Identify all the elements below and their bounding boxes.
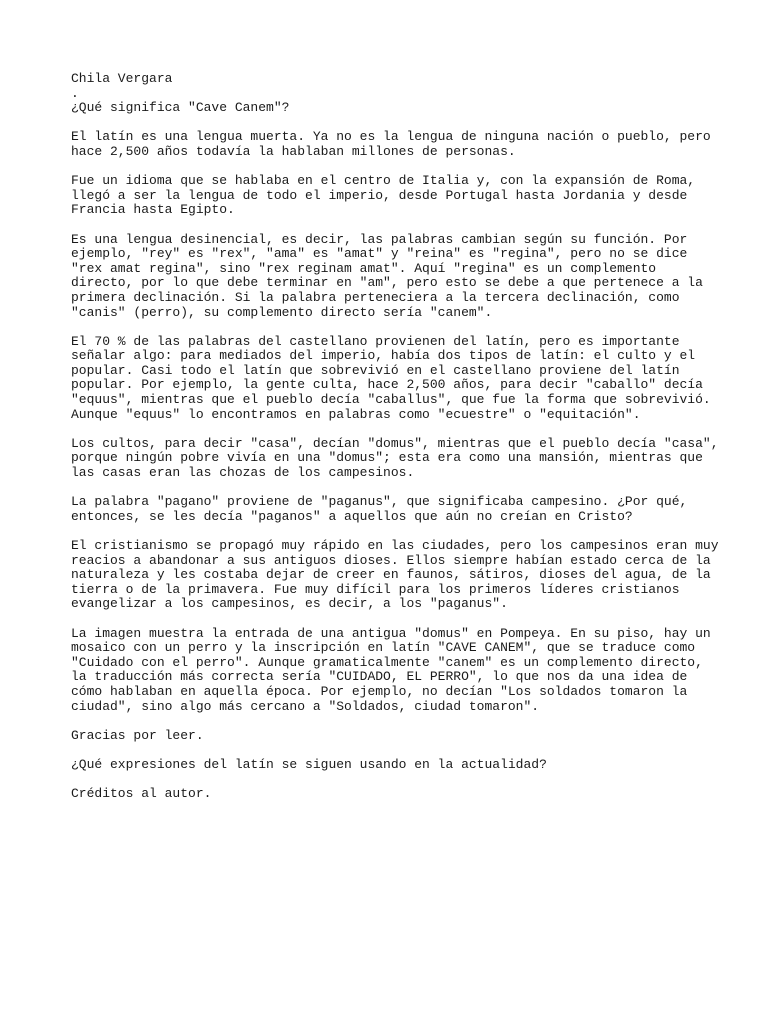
paragraph-line: Créditos al autor. — [71, 786, 212, 802]
paragraph-line: la traducción más correcta sería "CUIDADO, EL PERRO", lo que nos da una idea de — [71, 669, 688, 685]
paragraph-line: entonces, se les decía "paganos" a aquellos que aún no creían en Cristo? — [71, 508, 633, 524]
paragraph-line: llegó a ser la lengua de todo el imperio, desde Portugal hasta Jordania y desde — [71, 187, 688, 203]
paragraph — [71, 233, 711, 321]
paragraph — [71, 335, 711, 423]
paragraph-line: ejemplo, "rey" es "rex", "ama" es "amat" y "reina" es "regina", pero no se dice — [71, 246, 688, 262]
paragraph-line: porque ningún pobre vivía en una "domus"; esta era como una mansión, mientras que — [71, 450, 703, 466]
paragraph-line: cómo hablaban en aquella época. Por ejemplo, no decían "Los soldados tomaron la — [71, 683, 688, 699]
paragraph — [71, 758, 711, 773]
document-title: ¿Qué significa "Cave Canem"? — [71, 100, 290, 116]
paragraph-line: Es una lengua desinencial, es decir, las palabras cambian según su función. Por — [71, 231, 688, 247]
paragraph-line: directo, por lo que debe terminar en "am", pero esto se debe a que pertenece a la — [71, 275, 703, 291]
paragraph-line: "equus", mientras que el pueblo decía "caballus", que fue la forma que sobrevivió. — [71, 392, 711, 408]
paragraph-line: El cristianismo se propagó muy rápido en las ciudades, pero los campesinos eran muy — [71, 538, 719, 553]
paragraph-line: reacios a abandonar a sus antiguos dioses. Ellos siempre habían estado cerca de la — [71, 552, 711, 568]
author-name: Chila Vergara — [71, 71, 173, 86]
paragraph-line: El 70 % de las palabras del castellano provienen del latín, pero es importante — [71, 333, 680, 349]
paragraph-line: evangelizar a los campesinos, es decir, a los "paganus". — [71, 596, 508, 612]
paragraph-line: "rex amat regina", sino "rex reginam amat". Aquí "regina" es un complemento — [71, 260, 657, 276]
paragraph-line: popular. Casi todo el latín que sobrevivió en el castellano proviene del latín — [71, 362, 680, 378]
paragraph-line: hace 2,500 años todavía la hablaban millones de personas. — [71, 143, 516, 159]
paragraph-line: La imagen muestra la entrada de una antigua "domus" en Pompeya. En su piso, hay un — [71, 625, 711, 641]
separator-dot: . — [71, 85, 79, 101]
paragraph-line: Gracias por leer. — [71, 727, 204, 743]
paragraph-line: El latín es una lengua muerta. Ya no es la lengua de ninguna nación o pueblo, pero — [71, 129, 711, 145]
paragraph — [71, 495, 711, 524]
paragraph — [71, 787, 711, 802]
paragraph — [71, 174, 711, 218]
paragraph-line: ciudad", sino algo más cercano a "Soldados, ciudad tomaron". — [71, 698, 540, 714]
paragraph — [71, 435, 719, 481]
paragraph-line: señalar algo: para mediados del imperio, había dos tipos de latín: el culto y el — [71, 348, 696, 364]
paragraph-line: La palabra "pagano" proviene de "paganus", que significaba campesino. ¿Por qué, — [71, 494, 688, 510]
paragraph-line: Aunque "equus" lo encontramos en palabras como "ecuestre" o "equitación". — [71, 406, 641, 422]
paragraph-line: naturaleza y les costaba dejar de creer en faunos, sátiros, dioses del agua, de la — [71, 567, 711, 583]
paragraph-line: mosaico con un perro y la inscripción en latín "CAVE CANEM", que se traduce como — [71, 640, 696, 656]
paragraph-line: popular. Por ejemplo, la gente culta, hace 2,500 años, para decir "caballo" decía — [71, 377, 703, 393]
paragraph-line: tierra o de la primavera. Fue muy difícil para los primeros líderes cristianos — [71, 581, 680, 597]
paragraph-line: Los cultos, para decir "casa", decían "domus", mientras que el pueblo decía "casa", — [71, 435, 719, 451]
paragraph — [71, 729, 711, 744]
paragraph — [71, 627, 711, 715]
paragraph-line: las casas eran las chozas de los campesinos. — [71, 465, 415, 481]
paragraph-line: primera declinación. Si la palabra perteneciera a la tercera declinación, como — [71, 289, 680, 305]
paragraph-line: "canis" (perro), su complemento directo sería "canem". — [71, 304, 493, 320]
paragraph-line: Fue un idioma que se hablaba en el centro de Italia y, con la expansión de Roma, — [71, 173, 696, 189]
paragraph-line: ¿Qué expresiones del latín se siguen usando en la actualidad? — [71, 756, 547, 772]
paragraph-line: "Cuidado con el perro". Aunque gramaticalmente "canem" es un complemento directo, — [71, 654, 703, 670]
paragraph-line: Francia hasta Egipto. — [71, 202, 235, 218]
paragraphs-container — [71, 129, 719, 802]
paragraph — [71, 538, 719, 612]
document-body — [71, 71, 719, 816]
paragraph — [71, 130, 711, 159]
